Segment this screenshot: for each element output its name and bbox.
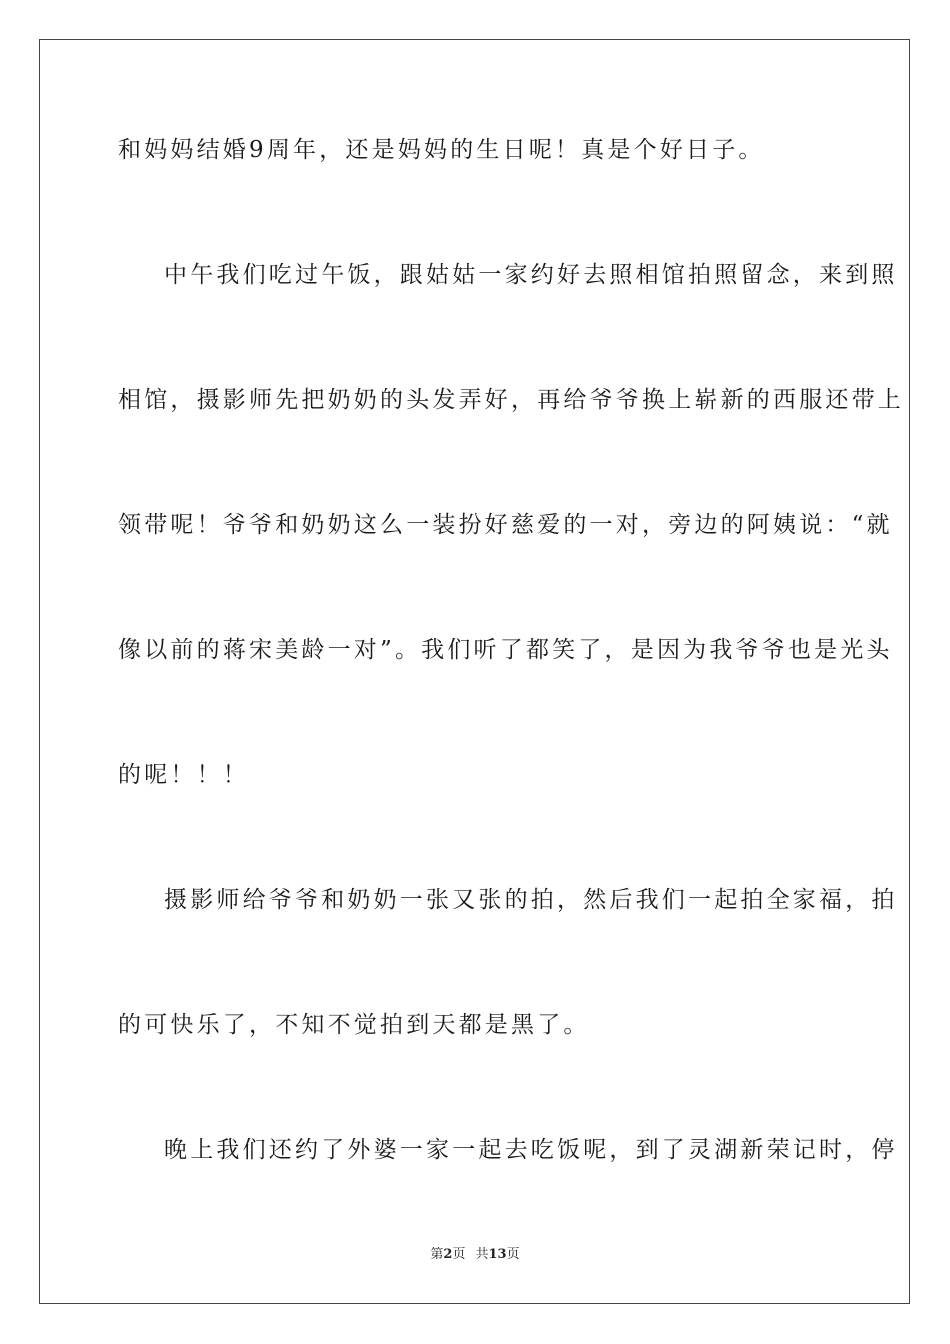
- text-line-6: 的呢！！！: [118, 762, 249, 788]
- text-line-1: 和妈妈结婚9周年，还是妈妈的生日呢！真是个好日子。: [118, 137, 765, 163]
- footer-page-number: 2: [443, 1247, 453, 1262]
- paragraph-start-line-2: 中午我们吃过午饭，跟姑姑一家约好去照相馆拍照留念，来到照: [164, 262, 898, 288]
- footer-total-prefix: 共: [475, 1247, 489, 1262]
- text-line-4: 领带呢！爷爷和奶奶这么一装扮好慈爱的一对，旁边的阿姨说：“就: [118, 512, 893, 538]
- footer-page-prefix: 第: [430, 1247, 444, 1262]
- text-line-8: 的可快乐了，不知不觉拍到天都是黑了。: [118, 1012, 590, 1038]
- page-footer: [0, 1246, 950, 1264]
- paragraph-start-line-9: 晚上我们还约了外婆一家一起去吃饭呢，到了灵湖新荣记时，停: [164, 1137, 898, 1163]
- text-line-3: 相馆，摄影师先把奶奶的头发弄好，再给爷爷换上崭新的西服还带上: [118, 387, 904, 413]
- page-border: [39, 39, 910, 1304]
- text-line-5: 像以前的蒋宋美龄一对”。我们听了都笑了，是因为我爷爷也是光头: [118, 637, 893, 663]
- footer-total-suffix: 页: [506, 1247, 520, 1262]
- footer-page-suffix: 页: [452, 1247, 466, 1262]
- footer-total-pages: 13: [488, 1247, 507, 1262]
- paragraph-start-line-7: 摄影师给爷爷和奶奶一张又张的拍，然后我们一起拍全家福，拍: [164, 887, 898, 913]
